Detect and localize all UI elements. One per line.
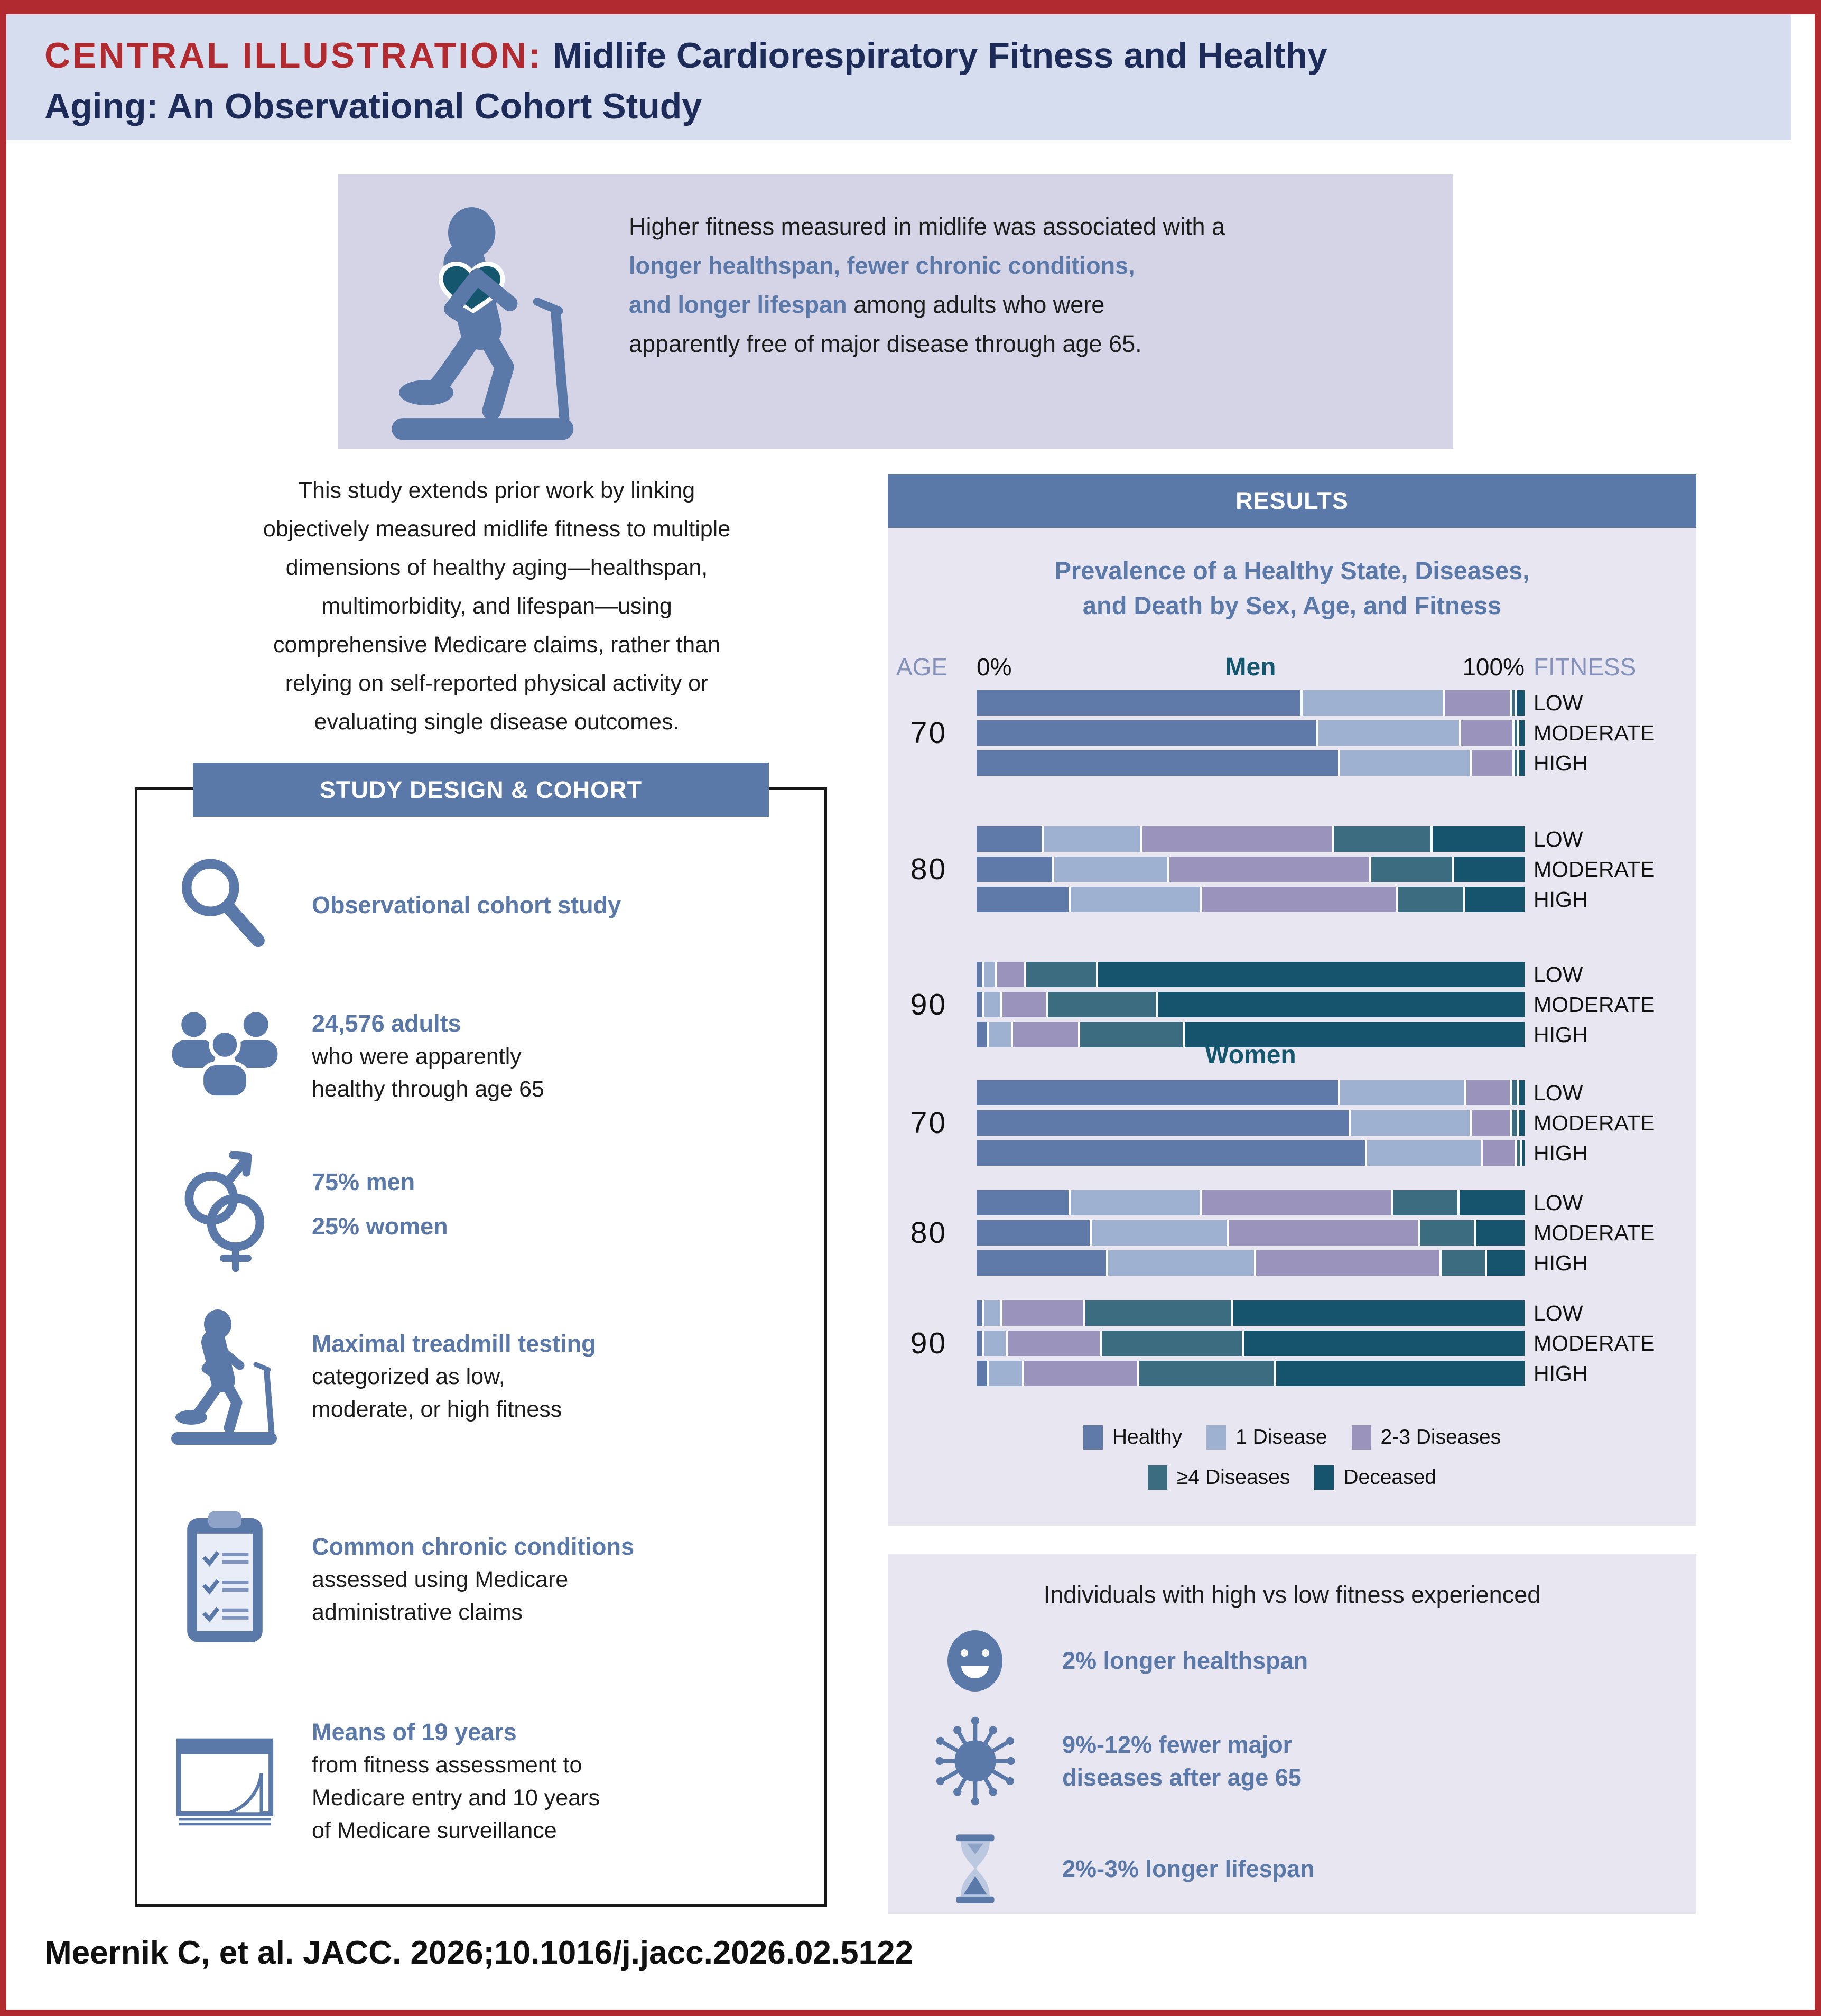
study-item-body: from fitness assessment to xyxy=(312,1752,582,1778)
takeaway-item xyxy=(888,1628,1696,1694)
age-label-men-90: 90 xyxy=(910,988,947,1021)
takeaway-text-line: 2% longer healthspan xyxy=(1062,1647,1308,1674)
bar-segment-2-3 Diseases xyxy=(1024,1361,1137,1386)
bar-segment-≥4 Diseases xyxy=(1048,992,1156,1017)
intro-line: objectively measured midlife fitness to multiple xyxy=(263,516,731,542)
summary-text-part: apparently free of major disease through age 65. xyxy=(629,330,1142,357)
chart-title: Prevalence of a Healthy State, Diseases, and Death by Sex, Age, and Fitness xyxy=(1054,556,1530,619)
intro-line: comprehensive Medicare claims, rather than xyxy=(273,632,721,657)
bar-segment-1 Disease xyxy=(1071,887,1200,912)
bar-segment-1 Disease xyxy=(984,1331,1006,1356)
intro-paragraph xyxy=(122,471,872,741)
bar-segment-≥4 Diseases xyxy=(1393,1190,1458,1215)
fitness-label: LOW xyxy=(1534,690,1583,715)
study-item xyxy=(137,1716,824,1847)
study-item-text xyxy=(312,1716,600,1847)
age-label-women-70: 70 xyxy=(910,1106,947,1140)
fitness-label: MODERATE xyxy=(1534,720,1655,745)
bar-segment-2-3 Diseases xyxy=(1202,887,1397,912)
fitness-label: MODERATE xyxy=(1534,1331,1655,1355)
bar-segment-2-3 Diseases xyxy=(997,962,1024,987)
bar-segment-Healthy xyxy=(977,1300,982,1326)
study-item-text xyxy=(312,1530,634,1629)
bar-segment-Healthy xyxy=(977,1190,1069,1215)
study-item-title: Observational cohort study xyxy=(312,891,621,918)
takeaway-text-line: 9%-12% fewer major xyxy=(1062,1731,1293,1758)
bar-segment-1 Disease xyxy=(1340,750,1470,776)
legend-item xyxy=(1314,1465,1436,1490)
legend-swatch xyxy=(1352,1425,1371,1450)
title-band xyxy=(6,14,1791,140)
hourglass-icon xyxy=(888,1833,1062,1905)
bar-segment-Healthy xyxy=(977,1331,982,1356)
bar-segment-2-3 Diseases xyxy=(1472,750,1512,776)
bar-segment-1 Disease xyxy=(1303,690,1443,716)
bar-segment-Deceased xyxy=(1460,1190,1525,1215)
intro-line: This study extends prior work by linking xyxy=(298,478,695,503)
fitness-label: HIGH xyxy=(1534,1140,1588,1165)
fitness-label: MODERATE xyxy=(1534,857,1655,881)
bar-segment-2-3 Diseases xyxy=(1445,690,1510,716)
bar-segment-Deceased xyxy=(1233,1300,1525,1326)
bar-segment-2-3 Diseases xyxy=(1229,1220,1418,1246)
legend-item xyxy=(1206,1425,1327,1450)
summary-text-part: and longer lifespan xyxy=(629,291,847,318)
bar-segment-Deceased xyxy=(1519,1080,1525,1105)
fitness-label: LOW xyxy=(1534,1080,1583,1105)
bar-segment-2-3 Diseases xyxy=(1472,1110,1509,1136)
bar-segment-1 Disease xyxy=(1054,857,1167,882)
study-item-title: 24,576 adults xyxy=(312,1010,461,1037)
takeaway-box xyxy=(888,1554,1696,1914)
bar-segment-≥4 Diseases xyxy=(1420,1220,1474,1246)
bar-segment-1 Disease xyxy=(1340,1080,1464,1105)
bar-segment-Deceased xyxy=(1517,690,1525,716)
bar-segment-Deceased xyxy=(1433,826,1525,852)
study-item-text xyxy=(312,1327,596,1426)
summary-line xyxy=(629,246,1225,285)
bar-segment-Healthy xyxy=(977,1361,987,1386)
study-item-body: healthy through age 65 xyxy=(312,1076,544,1102)
legend-label: Deceased xyxy=(1343,1466,1436,1489)
bar-segment-1 Disease xyxy=(1071,1190,1200,1215)
bar-segment-Deceased xyxy=(1487,1250,1525,1276)
legend-swatch xyxy=(1206,1425,1226,1450)
bar-segment-≥4 Diseases xyxy=(1371,857,1452,882)
summary-box xyxy=(338,174,1453,449)
bar-segment-2-3 Diseases xyxy=(1002,1300,1083,1326)
summary-text-part: Higher fitness measured in midlife was associated with a xyxy=(629,213,1225,240)
legend-label: 2-3 Diseases xyxy=(1380,1426,1501,1448)
bar-segment-1 Disease xyxy=(1108,1250,1254,1276)
smiley-face-icon xyxy=(888,1628,1062,1694)
calendar-pages-icon xyxy=(137,1734,312,1829)
fitness-label: HIGH xyxy=(1534,887,1588,912)
study-item-title: Maximal treadmill testing xyxy=(312,1330,596,1357)
takeaway-text xyxy=(1062,1645,1308,1677)
bar-segment-≥4 Diseases xyxy=(1334,826,1431,852)
bar-segment-Healthy xyxy=(977,750,1338,776)
summary-text-part: among adults who were xyxy=(847,291,1105,318)
bar-segment-1 Disease xyxy=(984,962,995,987)
study-item-body: Medicare entry and 10 years xyxy=(312,1785,600,1810)
bar-segment-2-3 Diseases xyxy=(1008,1331,1100,1356)
legend-swatch xyxy=(1083,1425,1103,1450)
bar-segment-2-3 Diseases xyxy=(1466,1080,1510,1105)
study-item-text xyxy=(312,889,621,922)
fitness-axis-label: FITNESS xyxy=(1534,653,1637,681)
bar-segment-Healthy xyxy=(977,690,1300,716)
bar-segment-1 Disease xyxy=(1367,1140,1480,1166)
study-item-body: who were apparently xyxy=(312,1044,522,1069)
bar-segment-Healthy xyxy=(977,962,982,987)
fitness-label: HIGH xyxy=(1534,750,1588,775)
bar-row-men-90-low xyxy=(977,962,1525,987)
legend-swatch xyxy=(1148,1465,1167,1490)
bar-row-women-80-high xyxy=(977,1250,1525,1276)
bar-segment-≥4 Diseases xyxy=(1515,750,1517,776)
bar-segment-Healthy xyxy=(977,1140,1365,1166)
bar-row-men-70-low xyxy=(977,690,1525,716)
fitness-label: HIGH xyxy=(1534,1250,1588,1275)
axis-100-label: 100% xyxy=(1462,653,1525,681)
bar-segment-2-3 Diseases xyxy=(1483,1140,1515,1166)
fitness-label: LOW xyxy=(1534,962,1583,987)
study-design-header: STUDY DESIGN & COHORT xyxy=(193,763,769,817)
takeaway-item xyxy=(888,1833,1696,1905)
men-section-title: Men xyxy=(1225,653,1276,681)
intro-line: multimorbidity, and lifespan—using xyxy=(321,593,672,619)
bar-segment-≥4 Diseases xyxy=(1512,1080,1517,1105)
bar-segment-≥4 Diseases xyxy=(1398,887,1463,912)
study-item-title: 75% men xyxy=(312,1168,415,1195)
results-box xyxy=(888,474,1696,1526)
bar-segment-≥4 Diseases xyxy=(1515,720,1517,746)
takeaway-text-line: 2%-3% longer lifespan xyxy=(1062,1855,1315,1882)
bar-segment-Deceased xyxy=(1276,1361,1525,1386)
title-rest: Midlife Cardiorespiratory Fitness and Healthy xyxy=(542,35,1327,76)
bar-segment-Deceased xyxy=(1098,962,1525,987)
fitness-label: LOW xyxy=(1534,1190,1583,1215)
takeaway-text-line: diseases after age 65 xyxy=(1062,1763,1302,1791)
bar-segment-Healthy xyxy=(977,992,982,1017)
legend-swatch xyxy=(1314,1465,1334,1490)
study-item-title: Means of 19 years xyxy=(312,1718,517,1745)
takeaway-text xyxy=(1062,1853,1315,1885)
bar-segment-Healthy xyxy=(977,1080,1338,1105)
treadmill-runner-icon xyxy=(137,1305,312,1448)
bar-segment-Deceased xyxy=(1519,1110,1525,1136)
fitness-label: MODERATE xyxy=(1534,992,1655,1017)
runner-treadmill-heart-icon xyxy=(370,200,597,448)
bar-segment-≥4 Diseases xyxy=(1102,1331,1242,1356)
legend-label: Healthy xyxy=(1112,1426,1183,1448)
bar-row-men-90-moderate xyxy=(977,992,1525,1017)
bar-row-men-70-moderate xyxy=(977,720,1525,746)
bar-row-women-70-moderate xyxy=(977,1110,1525,1136)
bar-row-women-90-moderate xyxy=(977,1331,1525,1356)
age-axis-label: AGE xyxy=(896,653,948,681)
bar-segment-Deceased xyxy=(1522,1140,1525,1166)
bar-segment-2-3 Diseases xyxy=(1142,826,1331,852)
study-item-body: of Medicare surveillance xyxy=(312,1818,557,1843)
virus-icon xyxy=(888,1712,1062,1810)
legend-item xyxy=(1083,1425,1182,1450)
summary-line xyxy=(629,324,1225,364)
clipboard-checklist-icon xyxy=(137,1510,312,1649)
bar-row-men-80-high xyxy=(977,887,1525,912)
bar-segment-Deceased xyxy=(1158,992,1525,1017)
intro-line: relying on self-reported physical activity or xyxy=(285,671,709,696)
study-item-text xyxy=(312,1166,448,1243)
legend-label: ≥4 Diseases xyxy=(1177,1466,1290,1489)
intro-line: dimensions of healthy aging—healthspan, xyxy=(285,555,708,580)
bar-segment-1 Disease xyxy=(984,1300,1000,1326)
bar-segment-1 Disease xyxy=(1318,720,1458,746)
bar-row-women-90-low xyxy=(977,1300,1525,1326)
study-item-text xyxy=(312,1007,544,1105)
bar-row-men-80-low xyxy=(977,826,1525,852)
bar-segment-1 Disease xyxy=(1092,1220,1227,1246)
study-item-body: assessed using Medicare xyxy=(312,1567,569,1592)
fitness-label: MODERATE xyxy=(1534,1220,1655,1245)
bar-segment-Healthy xyxy=(977,1250,1106,1276)
bar-segment-2-3 Diseases xyxy=(1002,992,1046,1017)
bar-segment-2-3 Diseases xyxy=(1169,857,1369,882)
bar-segment-≥4 Diseases xyxy=(1517,1140,1520,1166)
age-label-men-70: 70 xyxy=(910,716,947,750)
study-item xyxy=(137,1305,824,1448)
bar-row-men-80-moderate xyxy=(977,857,1525,882)
bar-segment-≥4 Diseases xyxy=(1512,690,1515,716)
bar-row-women-80-moderate xyxy=(977,1220,1525,1246)
bar-segment-≥4 Diseases xyxy=(1139,1361,1274,1386)
takeaway-title: Individuals with high vs low fitness experienced xyxy=(1043,1581,1541,1608)
study-item-title: 25% women xyxy=(312,1213,448,1240)
bar-row-women-90-high xyxy=(977,1361,1525,1386)
fitness-label: MODERATE xyxy=(1534,1110,1655,1135)
legend-item xyxy=(1148,1465,1290,1490)
takeaway-text xyxy=(1062,1729,1302,1794)
summary-text-part: longer healthspan, fewer chronic conditions, xyxy=(629,252,1135,279)
intro-line: evaluating single disease outcomes. xyxy=(314,709,680,735)
bar-segment-≥4 Diseases xyxy=(1085,1300,1231,1326)
gender-symbols-icon xyxy=(137,1134,312,1275)
summary-line xyxy=(629,207,1225,246)
bar-segment-≥4 Diseases xyxy=(1026,962,1097,987)
bar-segment-Healthy xyxy=(977,720,1316,746)
bar-row-women-80-low xyxy=(977,1190,1525,1215)
study-design-box xyxy=(135,776,827,1907)
bar-segment-Deceased xyxy=(1476,1220,1525,1246)
citation: Meernik C, et al. JACC. 2026;10.1016/j.jacc.2026.02.5122 xyxy=(44,1935,914,1971)
bar-segment-2-3 Diseases xyxy=(1202,1190,1391,1215)
results-header: RESULTS xyxy=(888,474,1696,528)
bar-segment-≥4 Diseases xyxy=(1512,1110,1517,1136)
age-label-women-90: 90 xyxy=(910,1326,947,1360)
study-item xyxy=(137,1006,824,1107)
top-red-strip xyxy=(6,6,1815,14)
legend-row xyxy=(888,1465,1696,1490)
bar-segment-Deceased xyxy=(1454,857,1525,882)
bar-row-men-70-high xyxy=(977,750,1525,776)
summary-text xyxy=(629,207,1225,364)
bar-segment-Healthy xyxy=(977,857,1052,882)
page-title xyxy=(44,30,1791,81)
bar-segment-1 Disease xyxy=(984,992,1000,1017)
bar-segment-2-3 Diseases xyxy=(1461,720,1512,746)
bar-segment-Deceased xyxy=(1465,887,1525,912)
fitness-label: HIGH xyxy=(1534,1022,1588,1047)
bar-segment-Deceased xyxy=(1519,720,1525,746)
age-label-men-80: 80 xyxy=(910,852,947,886)
bar-segment-Healthy xyxy=(977,1110,1349,1136)
chart-axis-row xyxy=(888,653,1696,682)
fitness-label: LOW xyxy=(1534,1300,1583,1325)
bar-row-women-70-high xyxy=(977,1140,1525,1166)
bar-segment-≥4 Diseases xyxy=(1442,1250,1485,1276)
age-label-women-80: 80 xyxy=(910,1216,947,1250)
bar-segment-Deceased xyxy=(1244,1331,1525,1356)
bar-segment-2-3 Diseases xyxy=(1256,1250,1439,1276)
study-item xyxy=(137,1134,824,1275)
bar-segment-1 Disease xyxy=(1044,826,1141,852)
women-section-title: Women xyxy=(1205,1041,1296,1069)
bar-segment-Healthy xyxy=(977,887,1069,912)
title-prefix: CENTRAL ILLUSTRATION: xyxy=(44,35,543,76)
page-title-line2: Aging: An Observational Cohort Study xyxy=(44,86,702,126)
bar-segment-Healthy xyxy=(977,1220,1090,1246)
bar-row-women-70-low xyxy=(977,1080,1525,1105)
takeaway-item xyxy=(888,1712,1696,1810)
magnifier-icon xyxy=(137,852,312,958)
legend-label: 1 Disease xyxy=(1235,1426,1327,1448)
axis-0-label: 0% xyxy=(977,653,1012,681)
legend-item xyxy=(1352,1425,1501,1450)
study-item xyxy=(137,852,824,958)
legend-row xyxy=(888,1425,1696,1450)
bar-segment-1 Disease xyxy=(989,1361,1021,1386)
study-item-body: categorized as low, xyxy=(312,1364,505,1389)
bar-segment-Healthy xyxy=(977,826,1042,852)
study-item xyxy=(137,1510,824,1649)
fitness-label: LOW xyxy=(1534,826,1583,851)
study-item-body: moderate, or high fitness xyxy=(312,1397,562,1422)
bar-segment-Deceased xyxy=(1519,750,1525,776)
bar-segment-1 Disease xyxy=(1351,1110,1470,1136)
people-group-icon xyxy=(137,1006,312,1107)
study-item-body: administrative claims xyxy=(312,1600,523,1625)
summary-line xyxy=(629,285,1225,324)
fitness-label: HIGH xyxy=(1534,1361,1588,1386)
study-item-title: Common chronic conditions xyxy=(312,1533,635,1560)
